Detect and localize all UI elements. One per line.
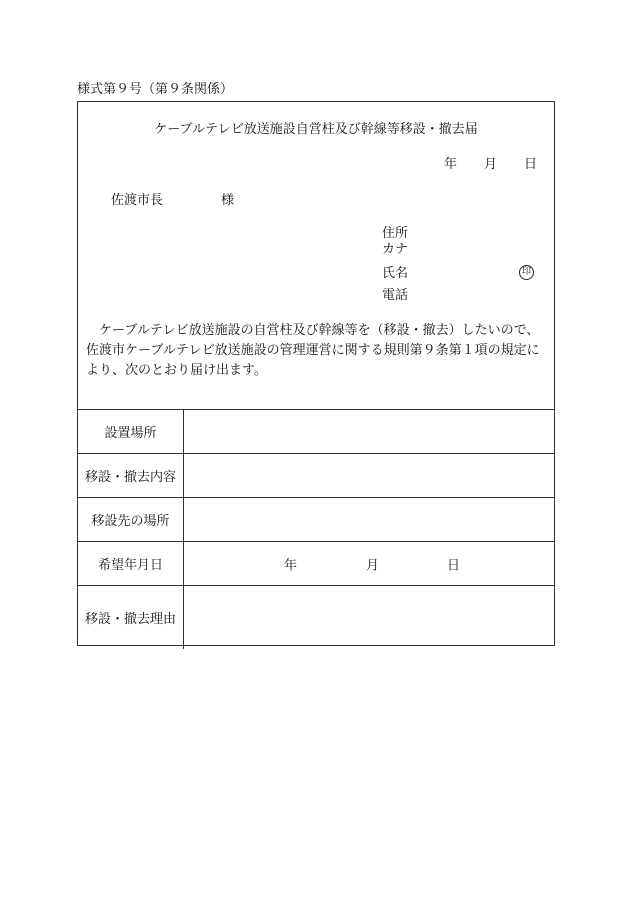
date-month-label: 月: [484, 157, 498, 172]
seal-icon: 印: [519, 265, 534, 280]
row-label-content: 移設・撤去内容: [78, 454, 184, 498]
desired-date-year: 年: [284, 558, 298, 573]
form-frame: [77, 101, 555, 646]
row-label-destination: 移設先の場所: [78, 498, 184, 542]
content-field[interactable]: [184, 454, 555, 498]
date-day-label: 日: [524, 157, 538, 172]
row-label-reason: 移設・撤去理由: [78, 586, 184, 650]
details-table: [78, 409, 554, 649]
name-label: 氏名: [382, 266, 409, 281]
addressee-name: 佐渡市長: [111, 193, 164, 208]
table-row: [78, 454, 554, 498]
kana-label: カナ: [382, 242, 409, 257]
row-label-desired-date: 希望年月日: [78, 542, 184, 586]
addressee: [111, 193, 235, 209]
addressee-honorific: 様: [221, 193, 235, 208]
reason-field[interactable]: [184, 586, 555, 650]
form-title: ケーブルテレビ放送施設自営柱及び幹線等移設・撤去届: [154, 122, 478, 137]
desired-date-month: 月: [366, 558, 380, 573]
table-row: [78, 410, 554, 454]
table-row: [78, 586, 554, 650]
body-text: ケーブルテレビ放送施設の自営柱及び幹線等を（移設・撤去）したいので、佐渡市ケーブルテレビ放送施設の管理運営に関する規則第９条第１項の規定により、次のとおり届け出ます。: [86, 323, 540, 378]
row-label-location: 設置場所: [78, 410, 184, 454]
table-row: [78, 498, 554, 542]
destination-field[interactable]: [184, 498, 555, 542]
date-year-label: 年: [444, 157, 458, 172]
table-row: [78, 542, 554, 586]
phone-label: 電話: [382, 288, 409, 303]
address-label: 住所: [382, 226, 409, 241]
desired-date-day: 日: [447, 558, 461, 573]
form-number-label: 様式第９号（第９条関係）: [77, 82, 234, 97]
desired-date-field[interactable]: [184, 542, 555, 586]
location-field[interactable]: [184, 410, 555, 454]
